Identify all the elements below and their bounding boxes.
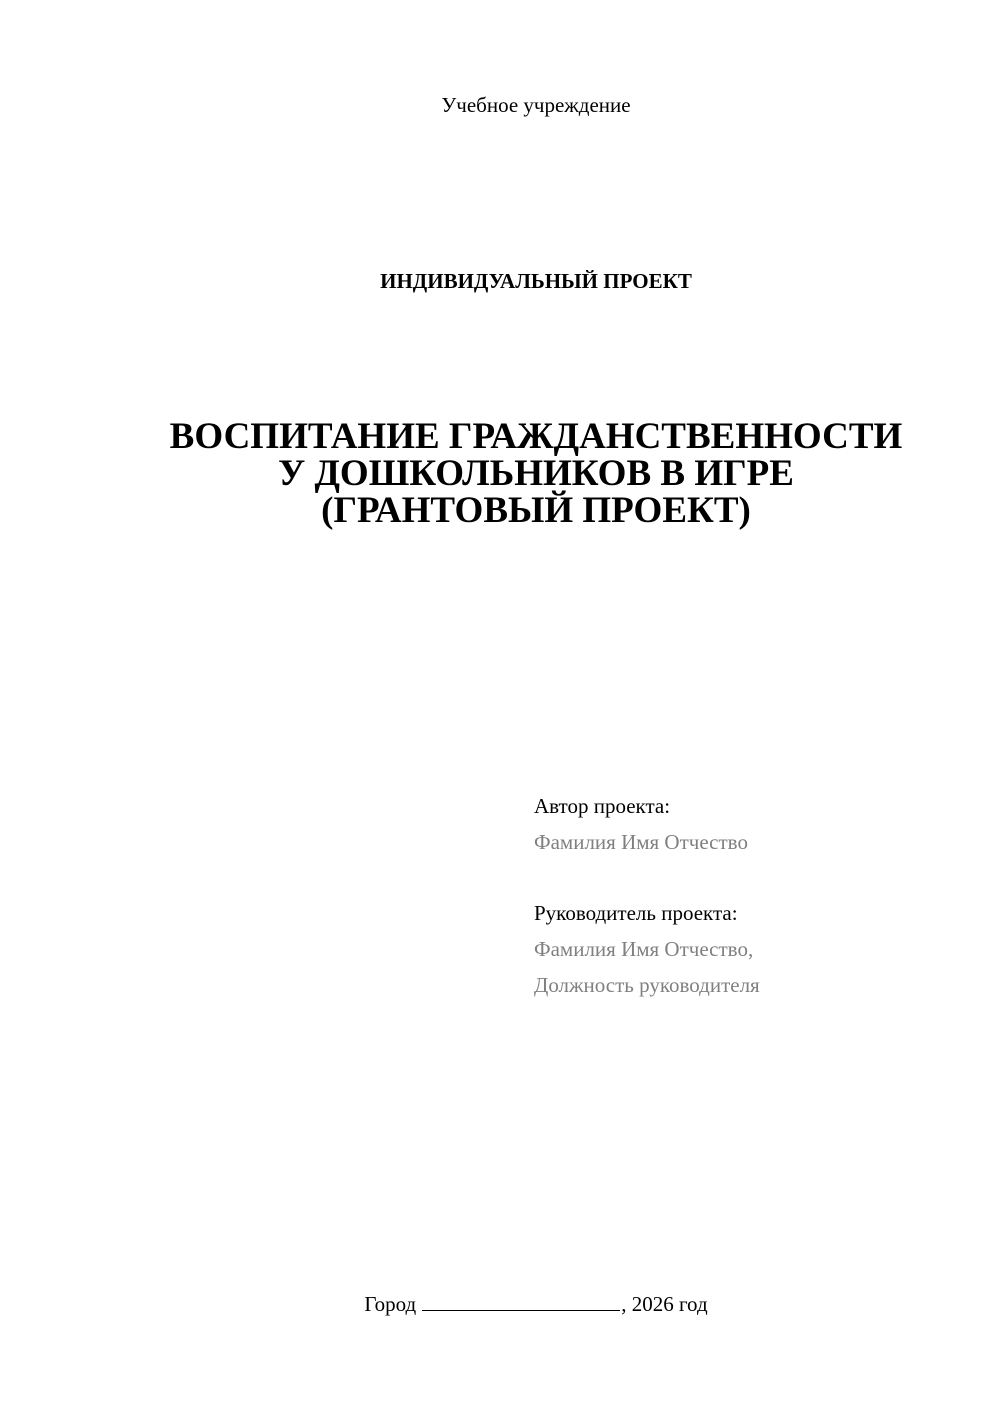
supervisor-name: Фамилия Имя Отчество, <box>534 937 754 961</box>
title-line-1: ВОСПИТАНИЕ ГРАЖДАНСТВЕННОСТИ <box>169 416 903 457</box>
project-type-heading: ИНДИВИДУАЛЬНЫЙ ПРОЕКТ <box>380 269 692 293</box>
supervisor-label: Руководитель проекта: <box>534 901 738 925</box>
credits-spacer <box>534 860 974 895</box>
project-credits <box>534 788 974 1003</box>
title-line-2: У ДОШКОЛЬНИКОВ В ИГРЕ <box>278 453 794 494</box>
institution-name: Учебное учреждение <box>441 93 631 117</box>
author-label: Автор проекта: <box>534 794 671 818</box>
city-label: Город <box>364 1292 417 1316</box>
year-text: , 2026 год <box>621 1292 708 1316</box>
project-title <box>0 418 1000 529</box>
city-blank-underline <box>422 1292 620 1311</box>
title-line-3: (ГРАНТОВЫЙ ПРОЕКТ) <box>321 490 751 531</box>
supervisor-position: Должность руководителя <box>534 973 760 997</box>
city-year-line <box>0 1290 1000 1318</box>
author-name: Фамилия Имя Отчество <box>534 830 748 854</box>
